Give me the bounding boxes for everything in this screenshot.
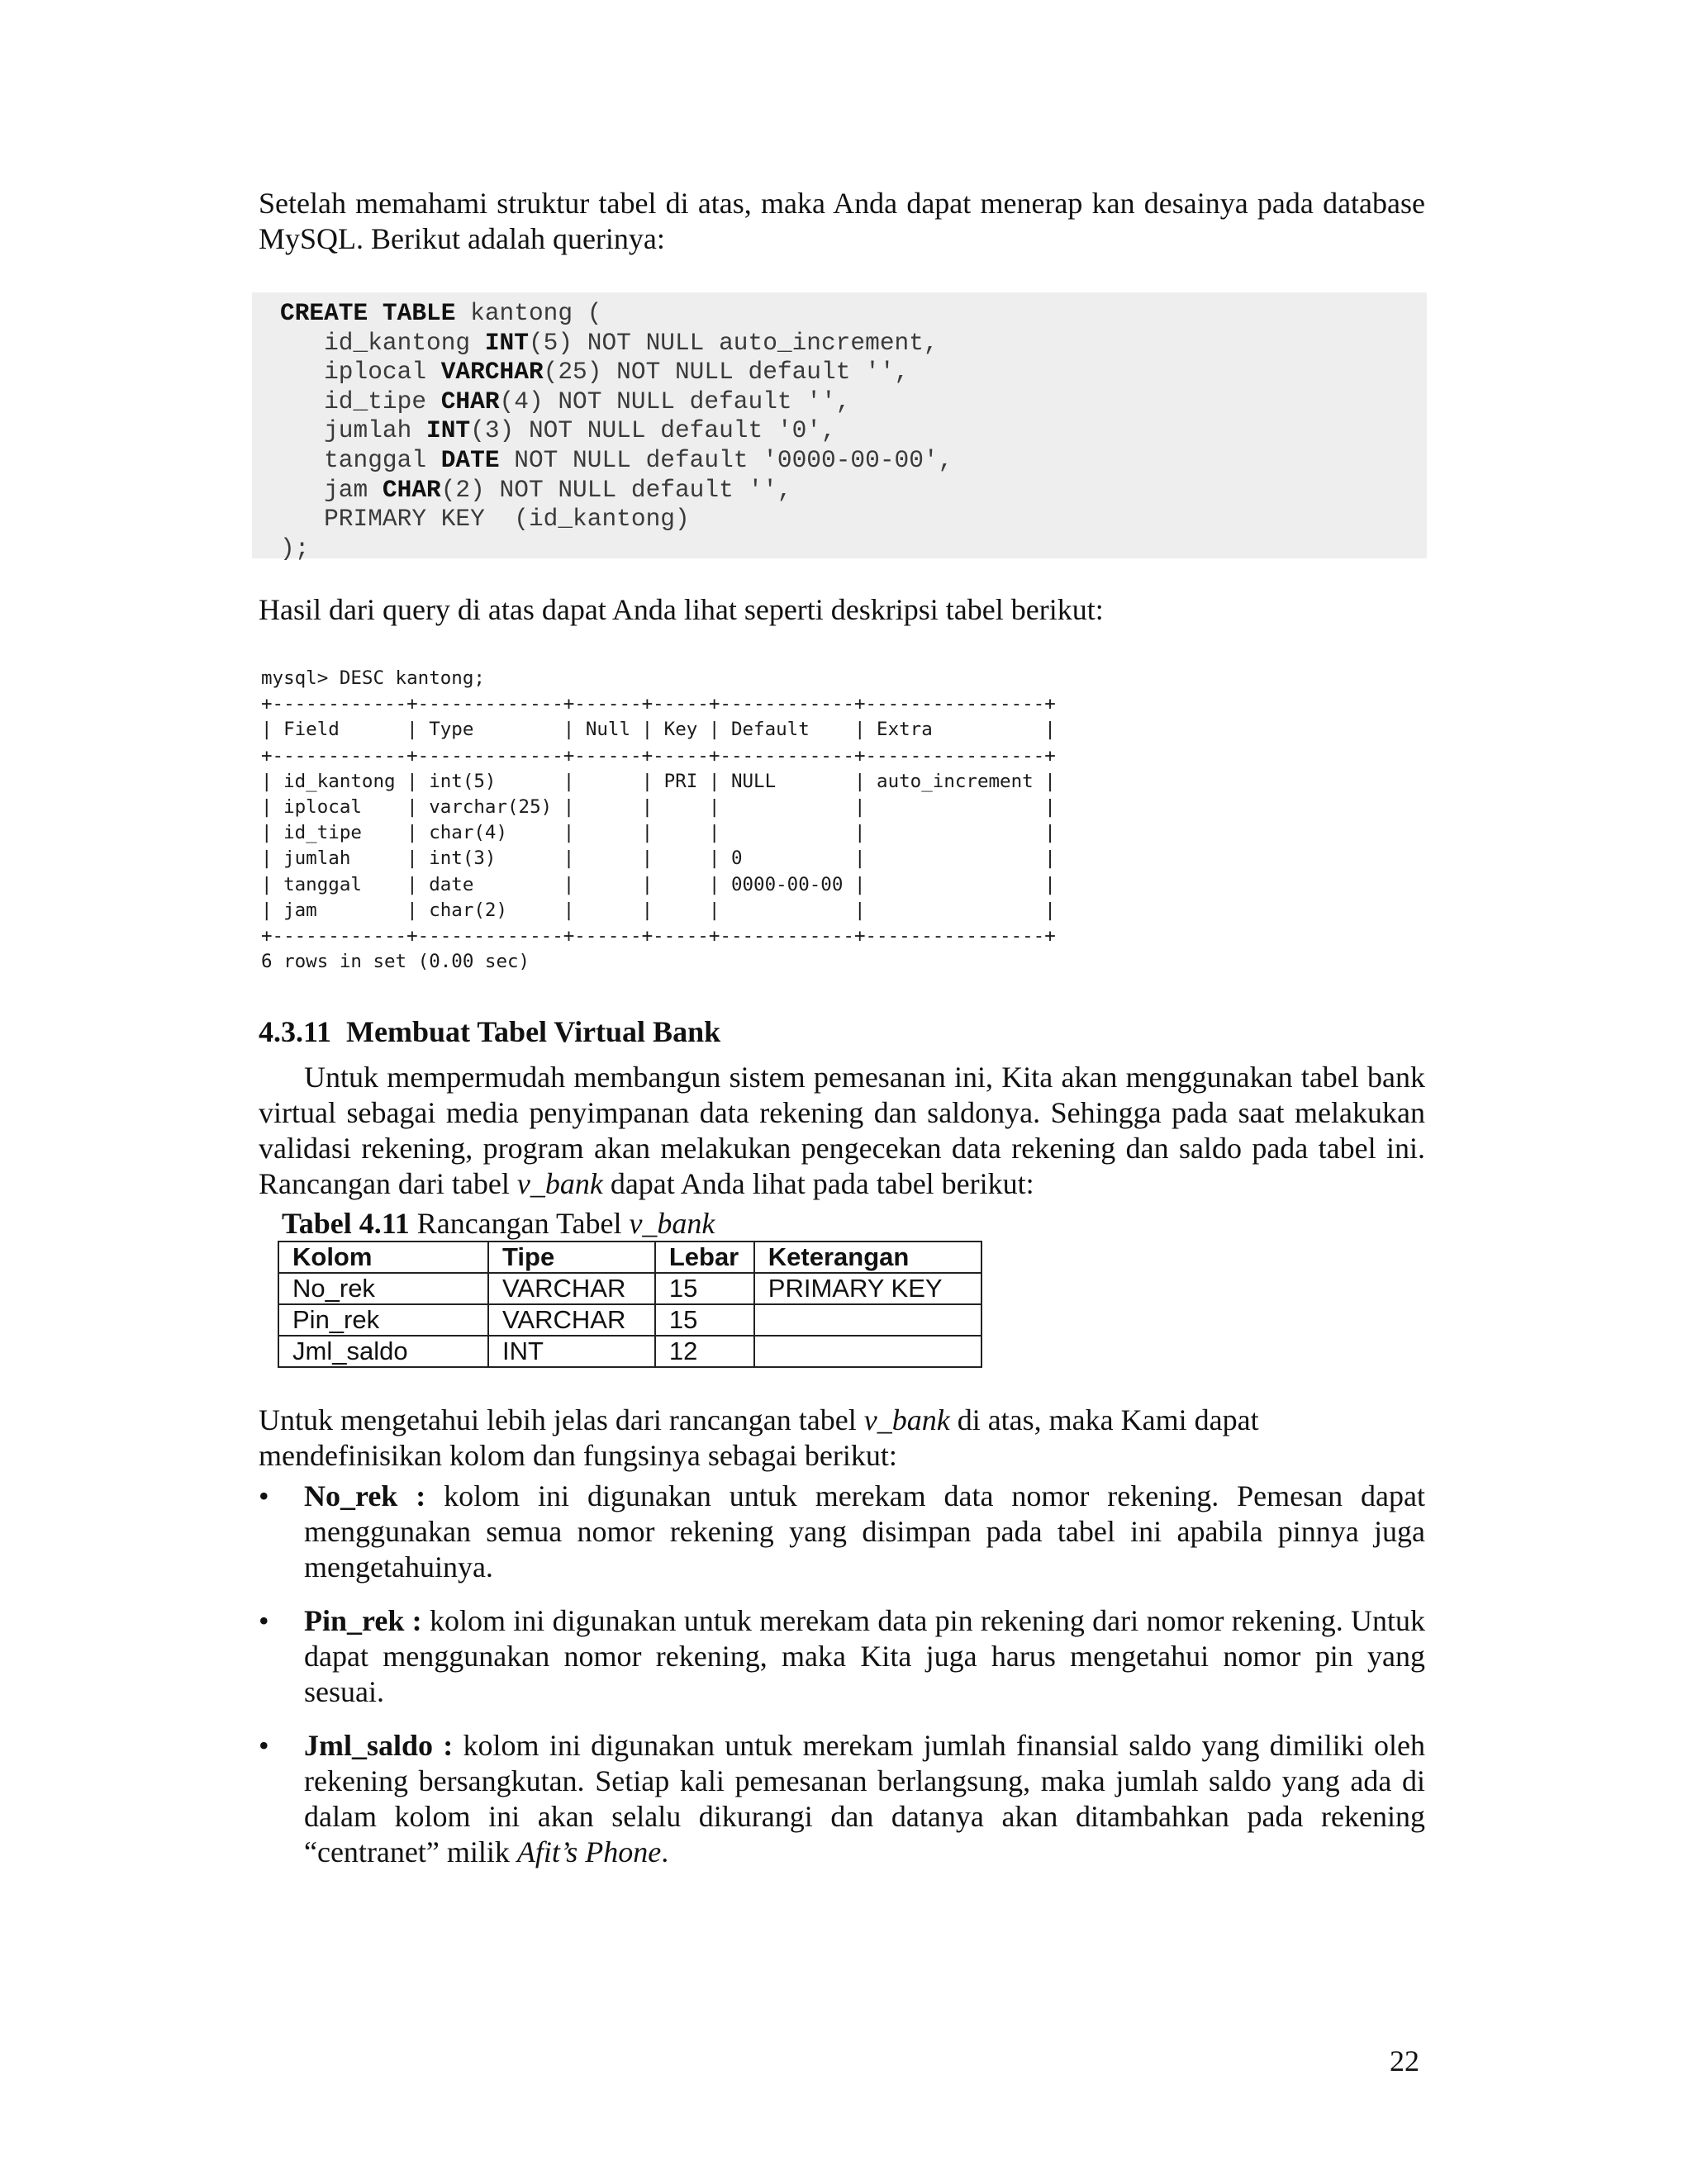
table-row — [278, 1336, 981, 1367]
table-cell: No_rek — [278, 1273, 488, 1304]
sql-keyword: INT — [484, 328, 529, 357]
section-title: Membuat Tabel Virtual Bank — [346, 1015, 721, 1048]
sql-keyword: DATE — [440, 445, 500, 474]
table-cell: Pin_rek — [278, 1304, 488, 1336]
result-intro-text: Hasil dari query di atas dapat Anda lihat seperti deskripsi tabel berikut: — [259, 593, 1104, 626]
definition-paragraph: Untuk mengetahui lebih jelas dari rancangan tabel v_bank di atas, maka Kami dapat mendefinisikan kolom dan fungsinya sebagai berikut: — [259, 1403, 1259, 1472]
intro-text: Setelah memahami struktur tabel di atas, maka Anda dapat menerap kan desainya pada database MySQL. Berikut adalah querinya: — [259, 187, 1425, 255]
table-header-cell: Tipe — [488, 1242, 655, 1273]
table-cell: VARCHAR — [488, 1304, 655, 1336]
result-intro-paragraph — [259, 592, 1425, 628]
column-term: No_rek — [304, 1479, 398, 1512]
table-name-emphasis: v_bank — [516, 1167, 603, 1200]
bullet-dot-icon: • — [259, 1729, 269, 1762]
list-item: • Pin_rek : kolom ini digunakan untuk merekam data pin rekening dari nomor rekening. Untuk dapat menggunakan nomor rekening, maka Kita juga harus mengetahui nomor pin yang sesuai. — [259, 1604, 1425, 1708]
column-definition-list — [259, 1479, 1425, 1888]
intro-paragraph — [259, 186, 1425, 257]
table-cell: VARCHAR — [488, 1273, 655, 1304]
sql-keyword: VARCHAR — [440, 358, 544, 387]
table-caption-label: Tabel 4.11 — [282, 1207, 410, 1240]
section-heading — [259, 1014, 720, 1050]
mysql-console-output: mysql> DESC kantong; +------------+-------------+------+-----+------------+----------------+ | Field | Type | Null | Key | Default | Extra | +------------+-------------+------+-----+------------+----------------+ | id_kantong | int(5) | | PRI | NULL | auto_increment | | iplocal | varchar(25) | | | | | | id_tipe | char(4) | | | | | | jumlah | int(3) | | | 0 | | | tanggal | date | | | 0000-00-00 | | | jam | char(2) | | | | | +------------+-------------+------+-----+------------+----------------+ 6 rows in set (0.00 sec) — [261, 667, 1056, 973]
table-cell — [754, 1304, 981, 1336]
v-bank-design-table — [278, 1241, 982, 1368]
sql-code: CREATE TABLE kantong ( id_kantong INT(5) NOT NULL auto_increment, iplocal VARCHAR(25) NOT NULL default '', id_tipe CHAR(4) NOT NULL default '', jumlah INT(3) NOT NULL default '0', tanggal DATE NOT NULL default '0000-00-00', jam CHAR(2) NOT NULL default '', PRIMARY KEY (id_kantong) ); — [280, 299, 953, 563]
column-term: Pin_rek — [304, 1604, 405, 1637]
table-cell: Jml_saldo — [278, 1336, 488, 1367]
bullet-dot-icon: • — [259, 1479, 269, 1512]
column-description: kolom ini digunakan untuk merekam data pin rekening dari nomor rekening. Untuk dapat menggunakan nomor rekening, maka Kita juga harus mengetahui nomor pin yang sesuai. — [304, 1604, 1425, 1708]
table-cell: 12 — [655, 1336, 754, 1367]
column-term: Jml_saldo — [304, 1729, 434, 1762]
column-description: kolom ini digunakan untuk merekam jumlah finansial saldo yang dimiliki oleh rekening bersangkutan. Setiap kali pemesanan berlangsung, maka jumlah saldo yang ada di dalam kolom ini akan selalu dikurangi dan datanya akan ditambahkan pada rekening “centranet” milik — [304, 1729, 1425, 1868]
sql-code-block — [252, 292, 1427, 563]
table-name-emphasis: v_bank — [863, 1403, 950, 1436]
table-header-row — [278, 1242, 981, 1273]
table-row — [278, 1273, 981, 1304]
sql-keyword: CREATE TABLE — [280, 299, 456, 327]
company-name-emphasis: Afit’s Phone — [516, 1835, 662, 1868]
table-header-cell: Kolom — [278, 1242, 488, 1273]
table-row — [278, 1304, 981, 1336]
table-cell: PRIMARY KEY — [754, 1273, 981, 1304]
table-caption: Tabel 4.11 Rancangan Tabel v_bank — [282, 1207, 715, 1240]
sql-keyword: CHAR — [382, 475, 441, 504]
section-number: 4.3.11 — [259, 1015, 332, 1048]
list-item: • Jml_saldo : kolom ini digunakan untuk merekam jumlah finansial saldo yang dimiliki oleh rekening bersangkutan. Setiap kali pemesanan berlangsung, maka jumlah saldo yang ada di dalam kolom ini akan selalu dikurangi dan datanya akan ditambahkan pada rekening “centranet” milik Afit’s Phone. — [259, 1729, 1425, 1868]
column-description: kolom ini digunakan untuk merekam data nomor rekening. Pemesan dapat menggunakan semua nomor rekening yang disimpan pada tabel ini apabila pinnya juga mengetahuinya. — [304, 1479, 1425, 1583]
page-number: 22 — [1390, 2044, 1419, 2077]
table-cell: 15 — [655, 1273, 754, 1304]
table-header-cell: Lebar — [655, 1242, 754, 1273]
sql-keyword: CHAR — [440, 387, 500, 415]
sql-keyword: INT — [426, 416, 471, 445]
section-paragraph: Untuk mempermudah membangun sistem pemesanan ini, Kita akan menggunakan tabel bank virtual sebagai media penyimpanan data rekening dan saldonya. Sehingga pada saat melakukan validasi rekening, program akan melakukan pengecekan data rekening dan saldo pada tabel ini. Rancangan dari tabel v_bank dapat Anda lihat pada tabel berikut: — [259, 1061, 1425, 1200]
table-header-cell: Keterangan — [754, 1242, 981, 1273]
table-cell: 15 — [655, 1304, 754, 1336]
table-cell: INT — [488, 1336, 655, 1367]
table-cell — [754, 1336, 981, 1367]
list-item: • No_rek : kolom ini digunakan untuk merekam data nomor rekening. Pemesan dapat menggunakan semua nomor rekening yang disimpan pada tabel ini apabila pinnya juga mengetahuinya. — [259, 1479, 1425, 1583]
bullet-dot-icon: • — [259, 1604, 269, 1637]
